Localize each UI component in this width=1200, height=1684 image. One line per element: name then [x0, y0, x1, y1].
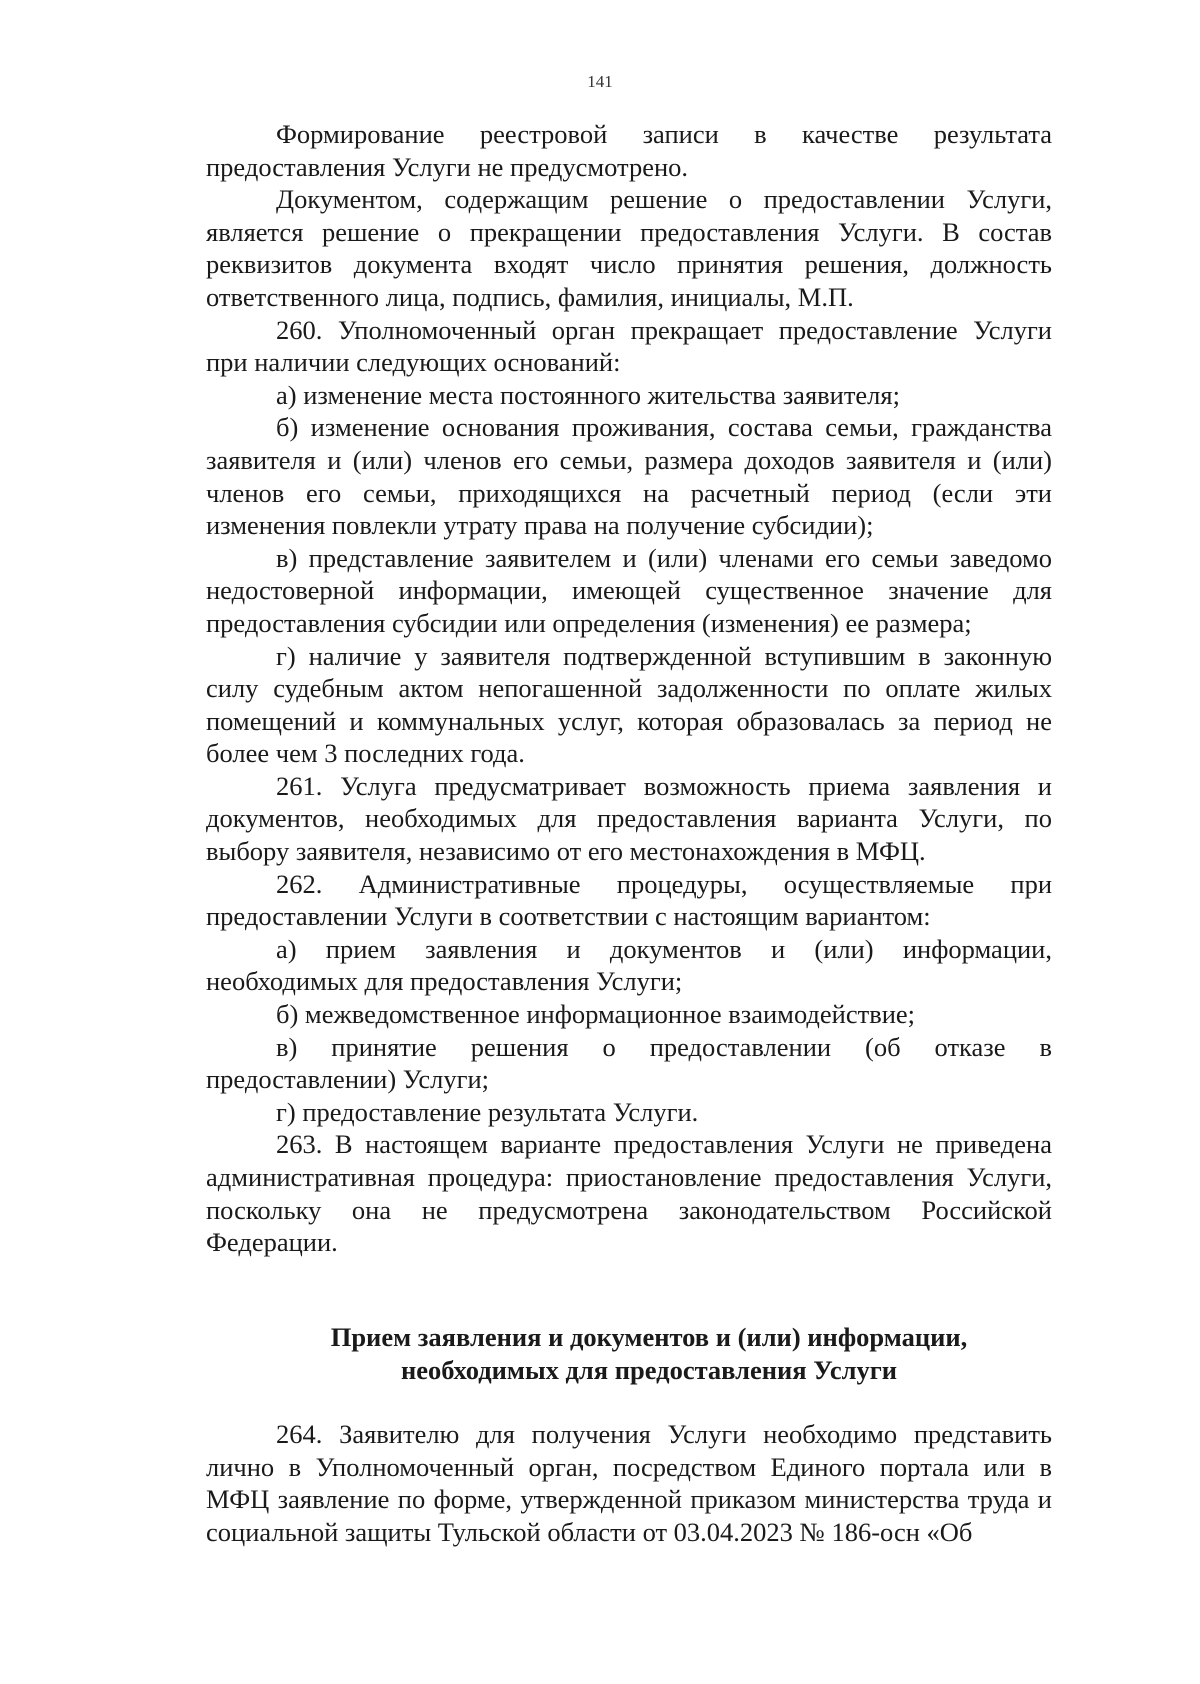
paragraph-264: 264. Заявителю для получения Услуги необходимо представить лично в Уполномоченный орган, посредством Единого портала или в МФЦ заявление по форме, утвержденной приказом министерства труда и социальной защиты Тульской области от 03.04.2023 № 186-осн «Об: [206, 1419, 1052, 1547]
list-item-260-v: в) представление заявителем и (или) членами его семьи заведомо недостоверной информации, имеющей существенное значение для предоставления субсидии или определения (изменения) ее размера;: [206, 542, 1052, 638]
paragraph-260: 260. Уполномоченный орган прекращает предоставление Услуги при наличии следующих оснований:: [206, 314, 1052, 378]
body-text-section: [206, 118, 1052, 1259]
section-heading-line-1: Прием заявления и документов и (или) информации,: [330, 1322, 968, 1352]
section-heading: [206, 1321, 1052, 1386]
paragraph-263: 263. В настоящем варианте предоставления Услуги не приведена административная процедура: приостановление предоставления Услуги, поскольку она не предусмотрена законодательством Российской Федерации.: [206, 1129, 1052, 1258]
list-item-262-g: г) предоставление результата Услуги.: [276, 1096, 699, 1127]
body-text-section-after-heading: [206, 1418, 1052, 1548]
paragraph-262: 262. Административные процедуры, осуществляемые при предоставлении Услуги в соответствии с настоящим вариантом:: [206, 868, 1052, 932]
list-item-262-b: б) межведомственное информационное взаимодействие;: [276, 999, 916, 1030]
paragraph-decision-document: Документом, содержащим решение о предоставлении Услуги, является решение о прекращении предоставления Услуги. В состав реквизитов документа входят число принятия решения, должность ответственного лица, подпись, фамилия, инициалы, М.П.: [206, 184, 1052, 312]
list-item-260-b: б) изменение основания проживания, состава семьи, гражданства заявителя и (или) членов его семьи, размера доходов заявителя и (или) членов его семьи, приходящихся на расчетный период (если эти изменения повлекли утрату права на получение субсидии);: [206, 412, 1052, 541]
list-item-262-a: а) прием заявления и документов и (или) информации, необходимых для предоставления Услуги;: [206, 933, 1052, 997]
paragraph-registry-record: Формирование реестровой записи в качестве результата предоставления Услуги не предусмотрено.: [206, 119, 1052, 182]
section-heading-line-2: необходимых для предоставления Услуги: [400, 1354, 898, 1385]
paragraph-261: 261. Услуга предусматривает возможность приема заявления и документов, необходимых для предоставления варианта Услуги, по выбору заявителя, независимо от его местонахождения в МФЦ.: [206, 770, 1052, 867]
page-number: 141: [587, 72, 613, 91]
list-item-260-g: г) наличие у заявителя подтвержденной вступившим в законную силу судебным актом непогашенной задолженности по оплате жилых помещений и коммунальных услуг, которая образовалась за период не более чем 3 последних года.: [206, 640, 1052, 769]
list-item-260-a: а) изменение места постоянного жительства заявителя;: [276, 379, 900, 410]
list-item-262-v: в) принятие решения о предоставлении (об отказе в предоставлении) Услуги;: [206, 1031, 1052, 1095]
